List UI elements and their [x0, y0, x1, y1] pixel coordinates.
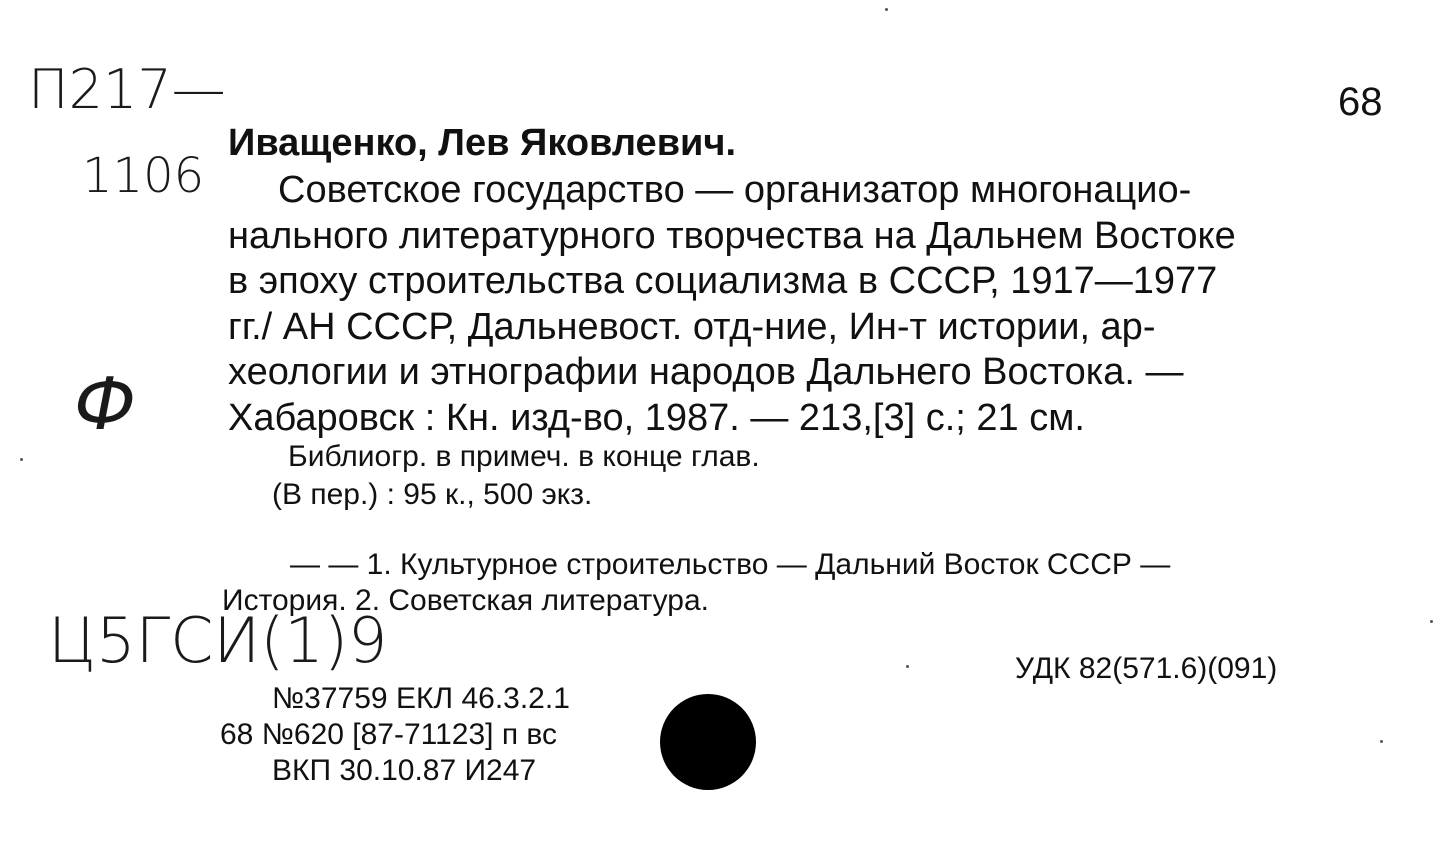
bibliography-note: Библиогр. в примеч. в конце глав. — [288, 440, 760, 473]
handwritten-shelfmark-line2: 1106 — [82, 148, 205, 204]
code-line-2: 68 №620 [87-71123] п вс — [220, 718, 558, 751]
udk-code: УДК 82(571.6)(091) — [1015, 652, 1278, 685]
handwritten-mark-f: Ф — [74, 362, 136, 446]
scan-speck — [1430, 620, 1433, 623]
title-line: нального литературного творчества на Дальнем Востоке — [228, 214, 1236, 257]
subjects-line-2: История. 2. Советская литература. — [222, 584, 709, 617]
title-line: гг./ АН СССР, Дальневост. отд-ние, Ин-т истории, ар- — [228, 305, 1156, 348]
scan-speck — [1380, 740, 1383, 743]
subjects-line-1: — — 1. Культурное строительство — Дальний Восток СССР — — [290, 548, 1171, 581]
author-heading: Иващенко, Лев Яковлевич. — [228, 122, 737, 164]
title-line: Советское государство — организатор многонацио- — [278, 169, 1192, 211]
page-number: 68 — [1338, 80, 1383, 124]
title-line: хеологии и этнографии народов Дальнего Востока. — — [228, 351, 1184, 393]
handwritten-classification: Ц5ГСИ(1)9 — [48, 604, 388, 677]
scan-speck — [20, 458, 23, 461]
price-note: (В пер.) : 95 к., 500 экз. — [272, 478, 593, 511]
scan-speck — [906, 665, 909, 668]
scan-speck — [885, 8, 888, 11]
title-line: в эпоху строительства социализма в СССР, 1917—1977 — [228, 260, 1218, 302]
hole-punch-dot — [660, 694, 756, 790]
title-line: Хабаровск : Кн. изд-во, 1987. — 213,[3] с.; 21 см. — [228, 396, 1085, 439]
code-line-3: ВКП 30.10.87 И247 — [272, 754, 537, 787]
handwritten-shelfmark-line1: П217— — [28, 58, 226, 121]
code-line-1: №37759 ЕКЛ 46.3.2.1 — [272, 682, 570, 715]
